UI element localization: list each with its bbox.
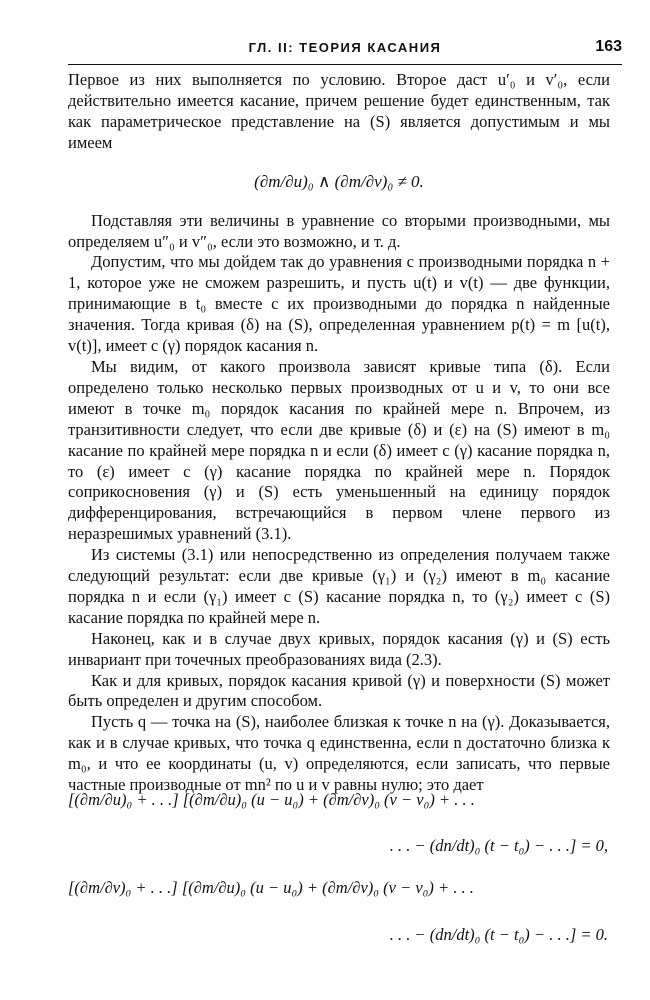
equation-2-part-1: [(∂m/∂v)₀ + . . .] [(∂m/∂u)₀ (u − u₀) + (∂m/∂v)₀ (v − v₀) + . . .	[68, 878, 474, 897]
page-number: 163	[595, 38, 622, 55]
page-header	[68, 38, 622, 65]
paragraph: Из системы (3.1) или непосредственно из определения получаем также следующий результат: если две кривые (γ₁) и (γ₂) имеют в m₀ касание порядка n и если (γ₁) имеет с (S) касание порядка n, то (γ₂) имеет с (S) касание порядка по крайней мере n.	[68, 545, 610, 627]
equation-1-part-2: . . . − (dn/dt)₀ (t − t₀) − . . .] = 0,	[389, 836, 608, 855]
paragraph: Пусть q — точка на (S), наиболее близкая к точке n на (γ). Доказывается, как и в случае кривых, что точка q единственна, если n достаточно близка к m₀, и что ее координаты (u, v) определяются, если записать, что первые частные производные от mn² по u и v равны нулю; это дает	[68, 712, 610, 795]
display-formula: (∂m/∂u)₀ ∧ (∂m/∂v)₀ ≠ 0.	[254, 171, 424, 191]
paragraph: Мы видим, от какого произвола зависят кривые типа (δ). Если определено только несколько первых производных от u и v, то они все имеют в точке m₀ порядок касания по крайней мере n. Впрочем, из транзитивности следует, что если две кривые (δ) и (ε) на (S) имеют в m₀ касание по крайней мере порядка n и если (δ) имеет с (γ) касание порядка n, то (ε) имеет с (γ) касание порядка по крайней мере n. Порядок соприкосновения (γ) и (S) есть уменьшенный на единицу порядок дифференцирования, встречающийся в первом члене первого из неразрешимых уравнений (3.1).	[68, 356, 610, 544]
paragraph: Наконец, как и в случае двух кривых, порядок касания (γ) и (S) есть инвариант при точечных преобразованиях вида (2.3).	[68, 628, 610, 669]
equation-1-part-1: [(∂m/∂u)₀ + . . .] [(∂m/∂u)₀ (u − u₀) + (∂m/∂v)₀ (v − v₀) + . . .	[68, 790, 475, 809]
paragraph: Первое из них выполняется по условию. Второе даст u′₀ и v′₀, если действительно имеется касание, причем решение будет единственным, так как параметрическое представление на (S) является допустимым и мы имеем	[68, 70, 610, 152]
paragraph: Подставляя эти величины в уравнение со вторыми производными, мы определяем u″₀ и v″₀, если это возможно, и т. д.	[68, 210, 610, 251]
paragraph: Допустим, что мы дойдем так до уравнения с производными порядка n + 1, которое уже не сможем разрешить, и пусть u(t) и v(t) — две функции, принимающие в t₀ вместе с их производными до порядка n найденные значения. Тогда кривая (δ) на (S), определенная уравнением p(t) = m [u(t), v(t)], имеет с (γ) порядок касания n.	[68, 252, 610, 356]
running-head: ГЛ. II: ТЕОРИЯ КАСАНИЯ	[248, 40, 442, 55]
body-text	[68, 70, 610, 796]
equation-2-part-2: . . . − (dn/dt)₀ (t − t₀) − . . .] = 0.	[389, 925, 608, 944]
paragraph: Как и для кривых, порядок касания кривой (γ) и поверхности (S) может быть определен и другим способом.	[68, 670, 610, 711]
